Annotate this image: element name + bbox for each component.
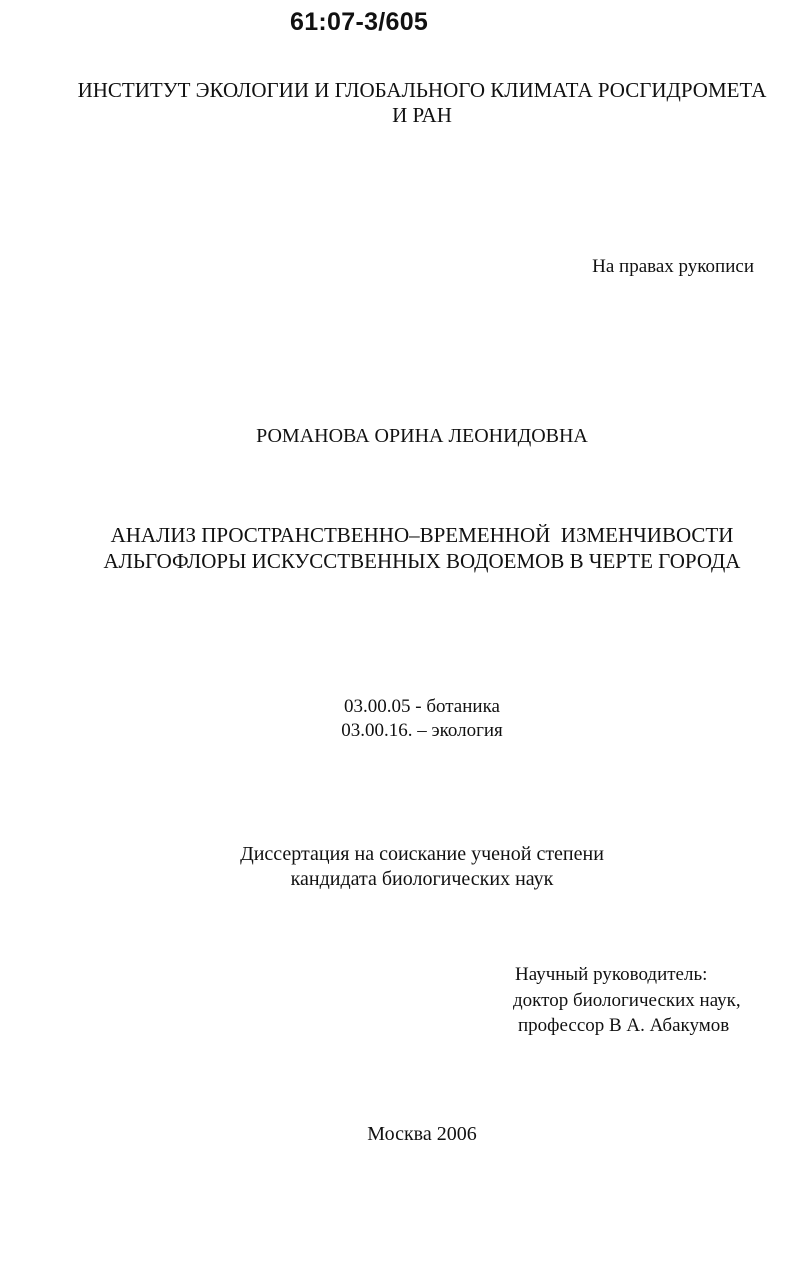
title-line-1: АНАЛИЗ ПРОСТРАНСТВЕННО–ВРЕМЕННОЙ ИЗМЕНЧИВОСТИ	[110, 523, 734, 547]
supervisor-label: Научный руководитель:	[515, 964, 708, 985]
catalog-number: 61:07-3/605	[290, 8, 429, 36]
city-year: Москва 2006	[367, 1123, 477, 1145]
specialty-item: 03.00.16. – экология	[341, 720, 503, 741]
dissertation-title	[40, 522, 794, 574]
title-line-2: АЛЬГОФЛОРЫ ИСКУССТВЕННЫХ ВОДОЕМОВ В ЧЕРТЕ ГОРОДА	[103, 549, 741, 573]
specialty-item: 03.00.05 - ботаника	[344, 696, 500, 717]
institution-heading	[60, 78, 784, 128]
dissertation-statement	[60, 842, 784, 892]
supervisor-name: профессор В А. Абакумов	[518, 1015, 730, 1036]
institution-line-2: И РАН	[392, 103, 452, 127]
rights-notice: На правах рукописи	[592, 256, 754, 277]
dissertation-line-1: Диссертация на соискание ученой степени	[240, 843, 604, 865]
specialty-codes	[60, 695, 784, 743]
supervisor-degree: доктор биологических наук,	[513, 990, 741, 1011]
dissertation-line-2: кандидата биологических наук	[290, 868, 554, 890]
institution-line-1: ИНСТИТУТ ЭКОЛОГИИ И ГЛОБАЛЬНОГО КЛИМАТА РОСГИДРОМЕТА	[77, 78, 767, 102]
author-name: РОМАНОВА ОРИНА ЛЕОНИДОВНА	[256, 425, 588, 447]
